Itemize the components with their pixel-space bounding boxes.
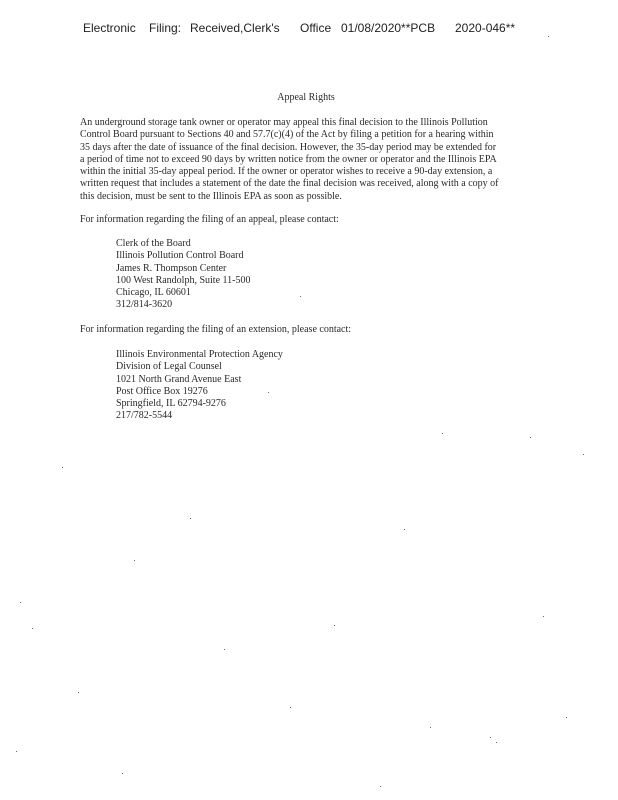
scan-speck	[300, 296, 301, 297]
header-filing: Filing:	[149, 21, 182, 35]
appeal-rights-paragraph	[80, 117, 530, 203]
address-line: 1021 North Grand Avenue East	[116, 373, 242, 385]
appeal-contact-intro: For information regarding the filing of an appeal, please contact:	[80, 214, 339, 225]
scan-speck	[496, 742, 497, 743]
paragraph-line: written request that includes a statement of the date the final decision was received, along with a copy of	[80, 178, 499, 190]
scan-speck	[16, 751, 17, 752]
header-electronic: Electronic	[83, 21, 136, 35]
paragraph-line: this decision, must be sent to the Illinois EPA as soon as possible.	[80, 190, 342, 202]
scan-speck	[78, 692, 79, 693]
appeal-contact-address	[116, 238, 250, 312]
address-line: Clerk of the Board	[116, 238, 191, 249]
phone-number: 312/814-3620	[116, 299, 173, 311]
paragraph-line: a period of time not to exceed 90 days by written notice from the owner or operator and the Illinois EPA	[80, 153, 497, 165]
address-line: Division of Legal Counsel	[116, 361, 222, 373]
header-docket-number: 2020-046**	[455, 21, 516, 35]
scan-speck	[490, 737, 491, 738]
address-line: Springfield, IL 62794-9276	[116, 398, 226, 410]
scan-speck	[583, 454, 584, 455]
scan-speck	[290, 707, 291, 708]
scan-speck	[32, 628, 33, 629]
scan-speck	[122, 773, 123, 774]
paragraph-line: An underground storage tank owner or operator may appeal this final decision to the Illinois Pollution	[80, 117, 488, 128]
paragraph-line: Control Board pursuant to Sections 40 and 57.7(c)(4) of the Act by filing a petition for a hearing within	[80, 129, 494, 141]
address-line: James R. Thompson Center	[116, 262, 227, 274]
page-title: Appeal Rights	[277, 92, 335, 103]
scan-speck	[62, 467, 63, 468]
scan-speck	[334, 625, 335, 626]
scan-speck	[430, 727, 431, 728]
scan-speck	[380, 786, 381, 787]
extension-contact-address	[116, 349, 283, 423]
paragraph-line: 35 days after the date of issuance of the final decision. However, the 35-day period may be extended for	[80, 141, 497, 153]
paragraph-line: within the initial 35-day appeal period. If the owner or operator wishes to receive a 90-day extension, a	[80, 166, 493, 178]
address-line: Chicago, IL 60601	[116, 287, 191, 299]
header-received: Received,Clerk's	[190, 21, 280, 35]
scan-speck	[20, 602, 21, 603]
scan-speck	[134, 560, 135, 561]
scan-speck	[190, 518, 191, 519]
phone-number: 217/782-5544	[116, 410, 173, 422]
address-line: Illinois Environmental Protection Agency	[116, 349, 283, 360]
header-date: 01/08/2020**PCB	[341, 21, 436, 35]
scan-speck	[442, 433, 443, 434]
scan-speck	[530, 437, 531, 438]
extension-contact-intro: For information regarding the filing of an extension, please contact:	[80, 324, 352, 335]
address-line: Illinois Pollution Control Board	[116, 250, 244, 262]
header-office: Office	[300, 21, 332, 35]
scan-speck	[543, 616, 544, 617]
scan-speck	[224, 649, 225, 650]
address-line: 100 West Randolph, Suite 11-500	[116, 274, 251, 286]
scan-speck	[404, 529, 405, 530]
address-line: Post Office Box 19276	[116, 385, 208, 397]
filing-stamp-header	[0, 21, 618, 37]
scan-speck	[566, 717, 567, 718]
